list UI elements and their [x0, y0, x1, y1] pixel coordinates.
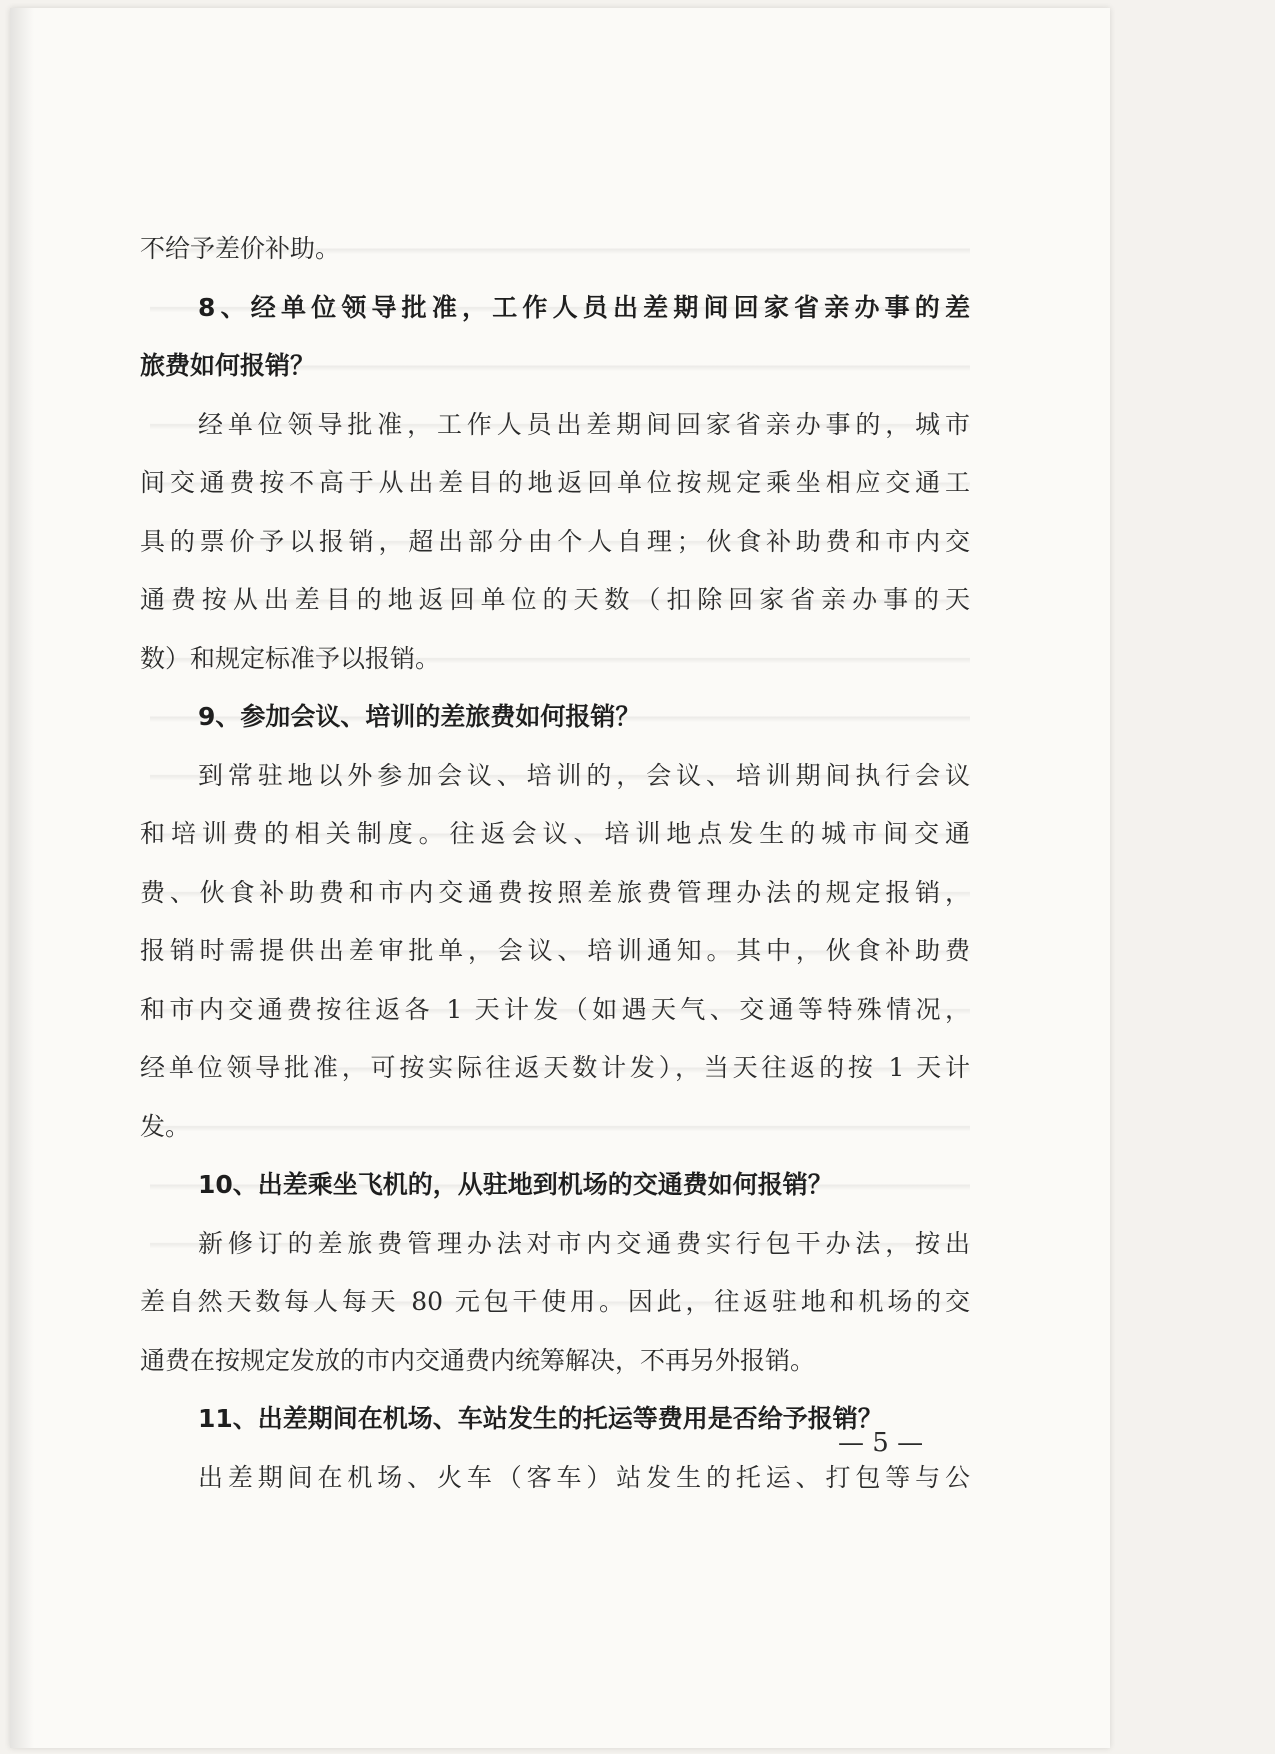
- document-body: [140, 220, 970, 1507]
- paragraph-line: 出差期间在机场、火车（客车）站发生的托运、打包等与公: [198, 1462, 970, 1492]
- paragraph-line: 具的票价予以报销，超出部分由个人自理；伙食补助费和市内交: [140, 526, 970, 556]
- section-heading: 9、参加会议、培训的差旅费如何报销？: [198, 702, 641, 731]
- section-heading: 旅费如何报销？: [140, 351, 316, 380]
- paragraph-line: 发。: [140, 1111, 191, 1141]
- paragraph-line: 通费在按规定发放的市内交通费内统筹解决，不再另外报销。: [140, 1345, 816, 1375]
- paragraph-line: 和市内交通费按往返各 1 天计发（如遇天气、交通等特殊情况，: [140, 994, 970, 1024]
- paragraph-line: 经单位领导批准，工作人员出差期间回家省亲办事的，城市: [198, 409, 970, 439]
- section-heading: 11、出差期间在机场、车站发生的托运等费用是否给予报销？: [198, 1404, 883, 1433]
- paragraph-line: 间交通费按不高于从出差目的地返回单位按规定乘坐相应交通工: [140, 468, 970, 497]
- document-page: [10, 8, 1110, 1748]
- section-heading: 8、经单位领导批准，工作人员出差期间回家省亲办事的差: [198, 292, 970, 322]
- paragraph-line: 通费按从出差目的地返回单位的天数（扣除回家省亲办事的天: [140, 585, 970, 614]
- paragraph-line: 费、伙食补助费和市内交通费按照差旅费管理办法的规定报销，: [140, 877, 970, 907]
- paragraph-line: 报销时需提供出差审批单，会议、培训通知。其中，伙食补助费: [140, 936, 970, 965]
- paragraph-line: 不给予差价补助。: [140, 234, 341, 263]
- page-number: — 5 —: [838, 1428, 924, 1458]
- paragraph-line: 经单位领导批准，可按实际往返天数计发），当天往返的按 1 天计: [140, 1053, 970, 1082]
- paragraph-line: 新修订的差旅费管理办法对市内交通费实行包干办法，按出: [198, 1228, 970, 1258]
- section-heading: 10、出差乘坐飞机的，从驻地到机场的交通费如何报销？: [198, 1170, 833, 1199]
- paragraph-line: 和培训费的相关制度。往返会议、培训地点发生的城市间交通: [140, 819, 970, 848]
- paragraph-line: 到常驻地以外参加会议、培训的，会议、培训期间执行会议: [198, 760, 970, 790]
- paragraph-line: 数）和规定标准予以报销。: [140, 643, 441, 673]
- paragraph-line: 差自然天数每人每天 80 元包干使用。因此，往返驻地和机场的交: [140, 1287, 970, 1316]
